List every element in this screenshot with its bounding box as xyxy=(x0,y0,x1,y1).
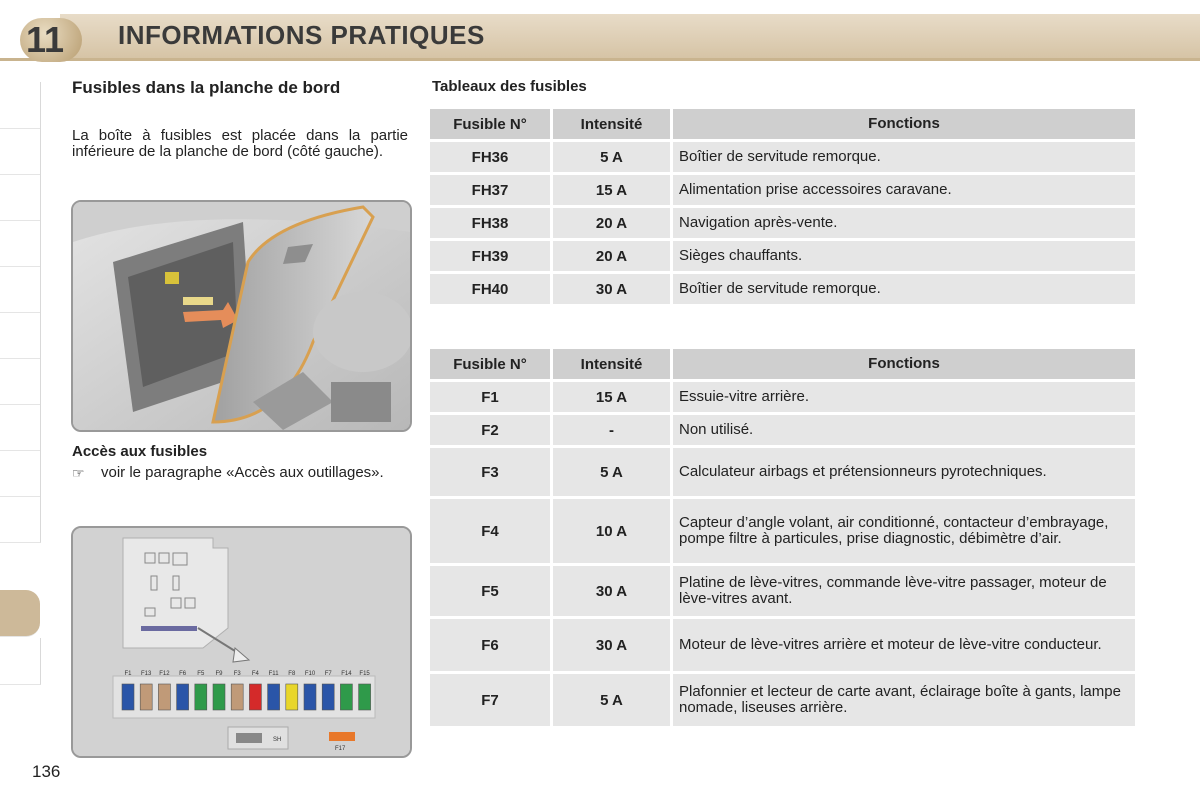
table-row xyxy=(430,566,1135,616)
chapter-tab[interactable] xyxy=(0,128,41,175)
dashboard-drawing xyxy=(73,202,410,430)
fuse-f3 xyxy=(231,684,243,710)
tables-title: Tableaux des fusibles xyxy=(432,78,587,95)
table-row xyxy=(430,382,1135,412)
fuse-label: F3 xyxy=(233,671,241,677)
dashboard-fusebox-illustration xyxy=(71,200,412,432)
header-rule xyxy=(0,58,1200,61)
table-row xyxy=(430,499,1135,563)
fuse-label: F7 xyxy=(324,671,332,677)
fuse-function: Moteur de lève-vitres arrière et moteur de lève-vitre conducteur. xyxy=(673,619,1135,671)
fuse-label: F5 xyxy=(197,671,205,677)
chapter-tab-active[interactable] xyxy=(0,590,40,637)
fuse-f11 xyxy=(268,684,280,710)
fuse-table-fh xyxy=(430,106,1135,307)
fuse-number: F2 xyxy=(430,415,553,445)
chapter-tab[interactable] xyxy=(0,220,41,267)
fuse-label: F8 xyxy=(288,671,296,677)
fuse-label: F1 xyxy=(124,671,132,677)
fuse-function: Boîtier de servitude remorque. xyxy=(673,274,1135,304)
fuse-f13 xyxy=(140,684,152,710)
fuse-amperage: 5 A xyxy=(553,142,673,172)
column-header: Fusible N° xyxy=(430,349,553,379)
fuse-number: F6 xyxy=(430,619,553,671)
fuse-number: F7 xyxy=(430,674,553,726)
fuse-amperage: 20 A xyxy=(553,208,673,238)
fuse-label: F14 xyxy=(341,671,352,677)
fuse-function: Navigation après-vente. xyxy=(673,208,1135,238)
table-row xyxy=(430,241,1135,271)
fuse-f7 xyxy=(322,684,334,710)
chapter-tab[interactable] xyxy=(0,638,41,685)
fuse-function: Sièges chauffants. xyxy=(673,241,1135,271)
fuse-label: F15 xyxy=(359,671,370,677)
fuse-function: Platine de lève-vitres, commande lève-vitre passager, moteur de lève-vitres avant. xyxy=(673,566,1135,616)
fuse-f15 xyxy=(359,684,371,710)
fuse-function: Non utilisé. xyxy=(673,415,1135,445)
column-header: Intensité xyxy=(553,349,673,379)
fuse-number: FH39 xyxy=(430,241,553,271)
fuse-amperage: 5 A xyxy=(553,674,673,726)
fuse-function: Boîtier de servitude remorque. xyxy=(673,142,1135,172)
chapter-tab[interactable] xyxy=(0,404,41,451)
page-number: 136 xyxy=(32,762,61,781)
column-header: Fonctions xyxy=(673,349,1135,379)
chapter-title: INFORMATIONS PRATIQUES xyxy=(118,20,485,50)
fuse-f9 xyxy=(213,684,225,710)
fuse-f5 xyxy=(195,684,207,710)
fuse-number: FH36 xyxy=(430,142,553,172)
chapter-tab[interactable] xyxy=(0,496,41,543)
fuse-amperage: - xyxy=(553,415,673,445)
table-row xyxy=(430,142,1135,172)
fusebox-diagram xyxy=(71,526,412,758)
fuse-f17 xyxy=(329,732,355,741)
fuse-amperage: 30 A xyxy=(553,274,673,304)
fuse-amperage: 30 A xyxy=(553,619,673,671)
table-header-row xyxy=(430,349,1135,379)
fuse-amperage: 5 A xyxy=(553,448,673,496)
chapter-number: 11 xyxy=(26,19,65,60)
fuse-amperage: 15 A xyxy=(553,175,673,205)
chapter-tabs xyxy=(0,82,40,722)
fuse-function: Alimentation prise accessoires caravane. xyxy=(673,175,1135,205)
fuse-number: FH38 xyxy=(430,208,553,238)
fusebox-drawing xyxy=(73,528,410,756)
page-header xyxy=(0,0,1200,62)
fuse-amperage: 20 A xyxy=(553,241,673,271)
fuse-amperage: 30 A xyxy=(553,566,673,616)
pointing-hand-icon: ☞ xyxy=(72,465,85,481)
chapter-tab[interactable] xyxy=(0,450,41,497)
fuse-function: Essuie-vitre arrière. xyxy=(673,382,1135,412)
column-header: Intensité xyxy=(553,109,673,139)
intro-paragraph: La boîte à fusibles est placée dans la partie inférieure de la planche de bord (côté gauche). xyxy=(72,127,408,160)
table-row xyxy=(430,208,1135,238)
fuse-f10 xyxy=(304,684,316,710)
column-header: Fonctions xyxy=(673,109,1135,139)
fuse-table-f xyxy=(430,346,1135,729)
chapter-tab[interactable] xyxy=(0,312,41,359)
access-note-text: voir le paragraphe «Accès aux outillages». xyxy=(101,464,384,481)
table-header-row xyxy=(430,109,1135,139)
table-row xyxy=(430,674,1135,726)
fuse-amperage: 15 A xyxy=(553,382,673,412)
f17-label: F17 xyxy=(335,746,346,752)
chapter-tab[interactable] xyxy=(0,358,41,405)
fuse-number: FH37 xyxy=(430,175,553,205)
fuse-function: Plafonnier et lecteur de carte avant, éclairage boîte à gants, lampe nomade, liseuses arrière. xyxy=(673,674,1135,726)
fuse-f4 xyxy=(249,684,261,710)
fuse-f1 xyxy=(122,684,134,710)
table-row xyxy=(430,274,1135,304)
column-header: Fusible N° xyxy=(430,109,553,139)
fuse-f8 xyxy=(286,684,298,710)
fuse-f12 xyxy=(158,684,170,710)
fuse-number: F4 xyxy=(430,499,553,563)
fuse-function: Capteur d’angle volant, air conditionné, contacteur d’embrayage, pompe filtre à particules, prise diagnostic, débimètre d’air. xyxy=(673,499,1135,563)
fuse-label: F12 xyxy=(159,671,170,677)
fuse-number: FH40 xyxy=(430,274,553,304)
sh-label: SH xyxy=(273,737,282,743)
table-row xyxy=(430,415,1135,445)
fuse-label: F10 xyxy=(304,671,316,677)
fuse-label: F9 xyxy=(215,671,223,677)
chapter-tab[interactable] xyxy=(0,174,41,221)
fuse-label: F13 xyxy=(141,671,152,677)
fuse-f14 xyxy=(340,684,352,710)
table-row xyxy=(430,448,1135,496)
fuse-label: F11 xyxy=(268,671,279,677)
fuse-label: F4 xyxy=(251,671,259,677)
chapter-tab[interactable] xyxy=(0,266,41,313)
fuse-number: F1 xyxy=(430,382,553,412)
fuse-number: F3 xyxy=(430,448,553,496)
fuse-function: Calculateur airbags et prétensionneurs pyrotechniques. xyxy=(673,448,1135,496)
access-title: Accès aux fusibles xyxy=(72,443,208,460)
section-title: Fusibles dans la planche de bord xyxy=(72,78,341,97)
table-row xyxy=(430,175,1135,205)
fuse-amperage: 10 A xyxy=(553,499,673,563)
chapter-tab[interactable] xyxy=(0,82,41,129)
fuse-f6 xyxy=(177,684,189,710)
fuse-number: F5 xyxy=(430,566,553,616)
fuse-label: F6 xyxy=(179,671,187,677)
table-row xyxy=(430,619,1135,671)
